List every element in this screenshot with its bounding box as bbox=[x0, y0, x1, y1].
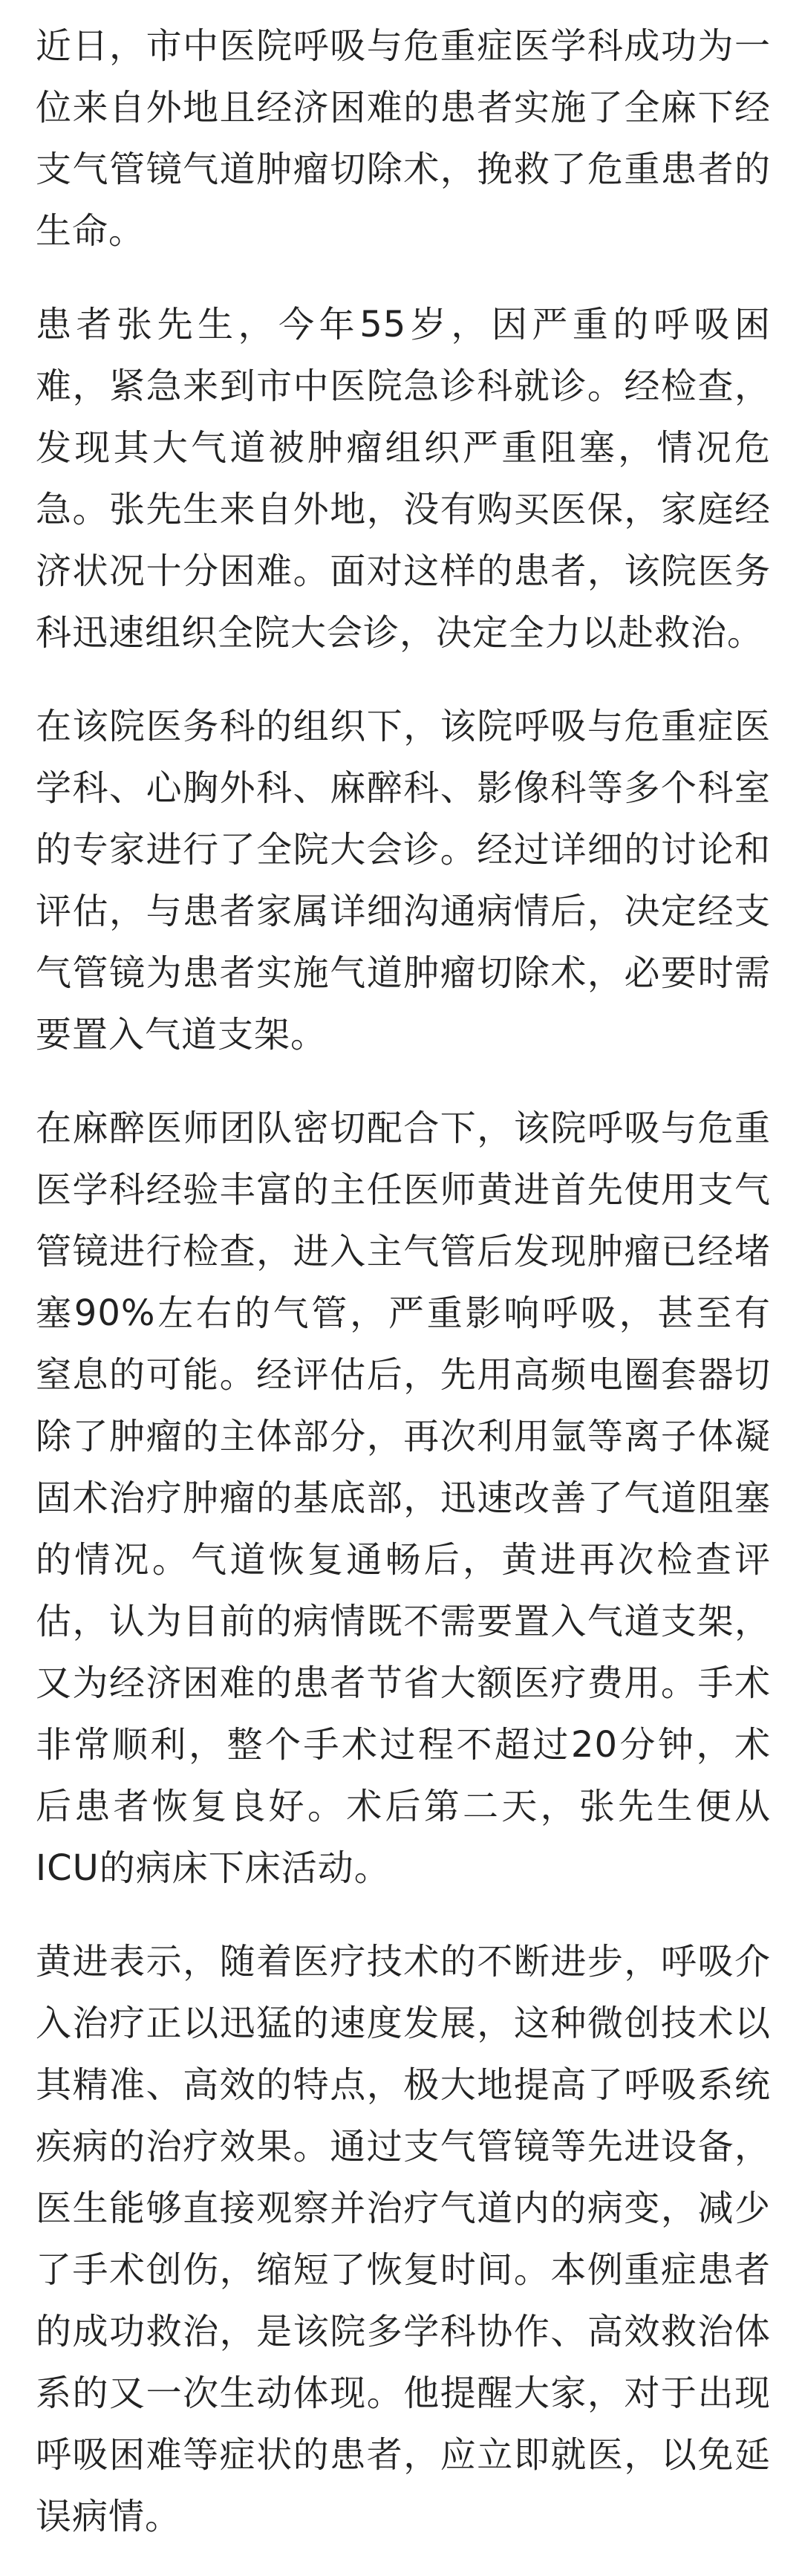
paragraph-4: 在麻醉医师团队密切配合下，该院呼吸与危重医学科经验丰富的主任医师黄进首先使用支气管镜进行检查，进入主气管后发现肿瘤已经堵塞90%左右的气管，严重影响呼吸，甚至有窒息的可能。经评估后，先用高频电圈套器切除了肿瘤的主体部分，再次利用氩等离子体凝固术治疗肿瘤的基底部，迅速改善了气道阻塞的情况。气道恢复通畅后，黄进再次检查评估，认为目前的病情既不需要置入气道支架，又为经济困难的患者节省大额医疗费用。手术非常顺利，整个手术过程不超过20分钟，术后患者恢复良好。术后第二天，张先生便从ICU的病床下床活动。 bbox=[36, 1108, 771, 1889]
paragraph-2: 患者张先生，今年55岁，因严重的呼吸困难，紧急来到市中医院急诊科就诊。经检查，发现其大气道被肿瘤组织严重阻塞，情况危急。张先生来自外地，没有购买医保，家庭经济状况十分困难。面对这样的患者，该院医务科迅速组织全院大会诊，决定全力以赴救治。 bbox=[36, 304, 771, 654]
paragraph-3: 在该院医务科的组织下，该院呼吸与危重症医学科、心胸外科、麻醉科、影像科等多个科室的专家进行了全院大会诊。经过详细的讨论和评估，与患者家属详细沟通病情后，决定经支气管镜为患者实施气道肿瘤切除术，必要时需要置入气道支架。 bbox=[36, 706, 771, 1056]
article-body bbox=[36, 0, 771, 2548]
paragraph-1: 近日，市中医院呼吸与危重症医学科成功为一位来自外地且经济困难的患者实施了全麻下经支气管镜气道肿瘤切除术，挽救了危重患者的生命。 bbox=[36, 25, 771, 252]
paragraph-5: 黄进表示，随着医疗技术的不断进步，呼吸介入治疗正以迅猛的速度发展，这种微创技术以其精准、高效的特点，极大地提高了呼吸系统疾病的治疗效果。通过支气管镜等先进设备，医生能够直接观察并治疗气道内的病变，减少了手术创伤，缩短了恢复时间。本例重症患者的成功救治，是该院多学科协作、高效救治体系的又一次生动体现。他提醒大家，对于出现呼吸困难等症状的患者，应立即就医，以免延误病情。 bbox=[36, 1941, 771, 2537]
